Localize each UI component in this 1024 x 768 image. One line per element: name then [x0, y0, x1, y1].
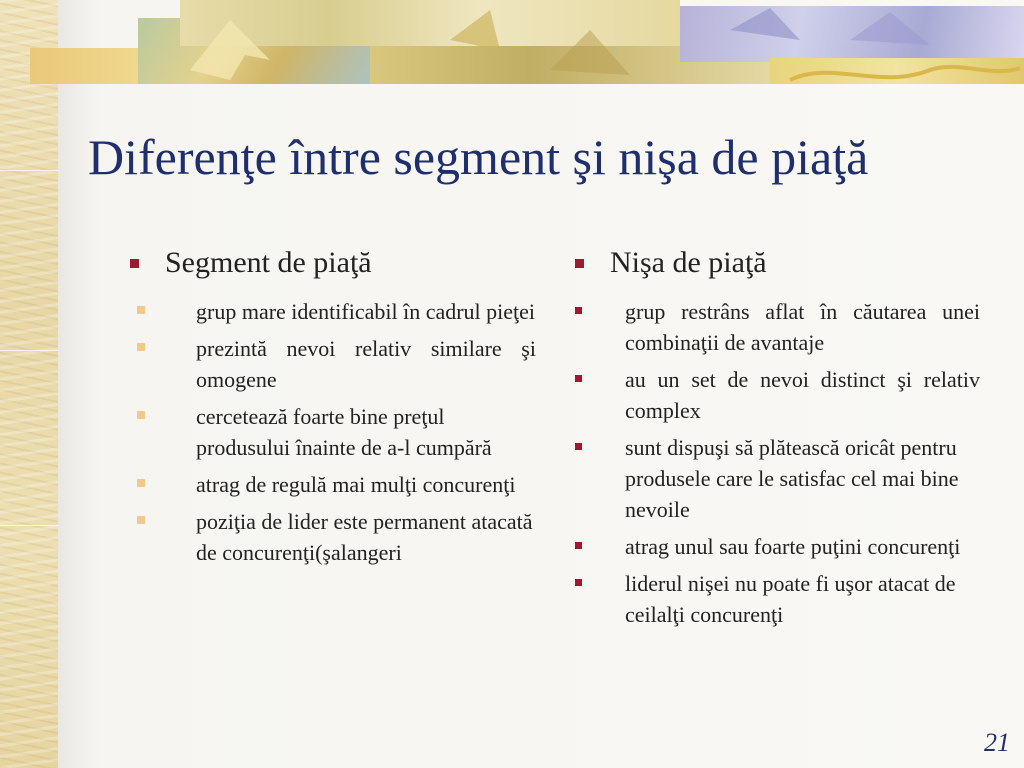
square-bullet-icon: [575, 579, 582, 586]
segment-heading-text: Segment de piaţă: [165, 246, 372, 279]
list-item: poziţia de lider este permanent atacată de concurenţi(şalangeri: [130, 506, 536, 568]
niche-heading: [575, 244, 980, 282]
page-number: 21: [984, 728, 1010, 757]
segment-list: [130, 296, 536, 568]
list-item: cercetează foarte bine preţul produsului înainte de a-l cumpără: [130, 401, 536, 463]
square-bullet-icon: [137, 479, 145, 487]
list-item: prezintă nevoi relativ similare şi omogene: [130, 333, 536, 395]
square-bullet-icon: [575, 375, 582, 382]
parchment-strip: [0, 0, 58, 768]
leaf-pattern-icon: [30, 0, 1024, 86]
square-bullet-icon: [137, 516, 145, 524]
segment-column: [130, 244, 536, 574]
list-item: atrag unul sau foarte puţini concurenţi: [575, 531, 980, 562]
square-bullet-icon: [137, 411, 145, 419]
slide-title: Diferenţe între segment şi nişa de piaţă: [88, 129, 869, 185]
list-item: grup restrâns aflat în căutarea unei combinaţii de avantaje: [575, 296, 980, 358]
niche-list: [575, 296, 980, 630]
list-item: sunt dispuşi să plătească oricât pentru produsele care le satisfac cel mai bine nevoile: [575, 432, 980, 525]
square-bullet-icon: [575, 259, 584, 268]
list-item: atrag de regulă mai mulţi concurenţi: [130, 469, 536, 500]
list-item: liderul nişei nu poate fi uşor atacat de ceilalţi concurenţi: [575, 568, 980, 630]
segment-heading: [130, 244, 536, 282]
square-bullet-icon: [137, 343, 145, 351]
decorative-banner: [30, 0, 1024, 86]
list-item: au un set de nevoi distinct şi relativ complex: [575, 364, 980, 426]
square-bullet-icon: [575, 542, 582, 549]
niche-heading-text: Nişa de piaţă: [610, 246, 767, 279]
list-item: grup mare identificabil în cadrul pieţei: [130, 296, 536, 327]
square-bullet-icon: [137, 306, 145, 314]
square-bullet-icon: [575, 443, 582, 450]
square-bullet-icon: [575, 307, 582, 314]
niche-column: [575, 244, 980, 636]
square-bullet-icon: [130, 259, 139, 268]
